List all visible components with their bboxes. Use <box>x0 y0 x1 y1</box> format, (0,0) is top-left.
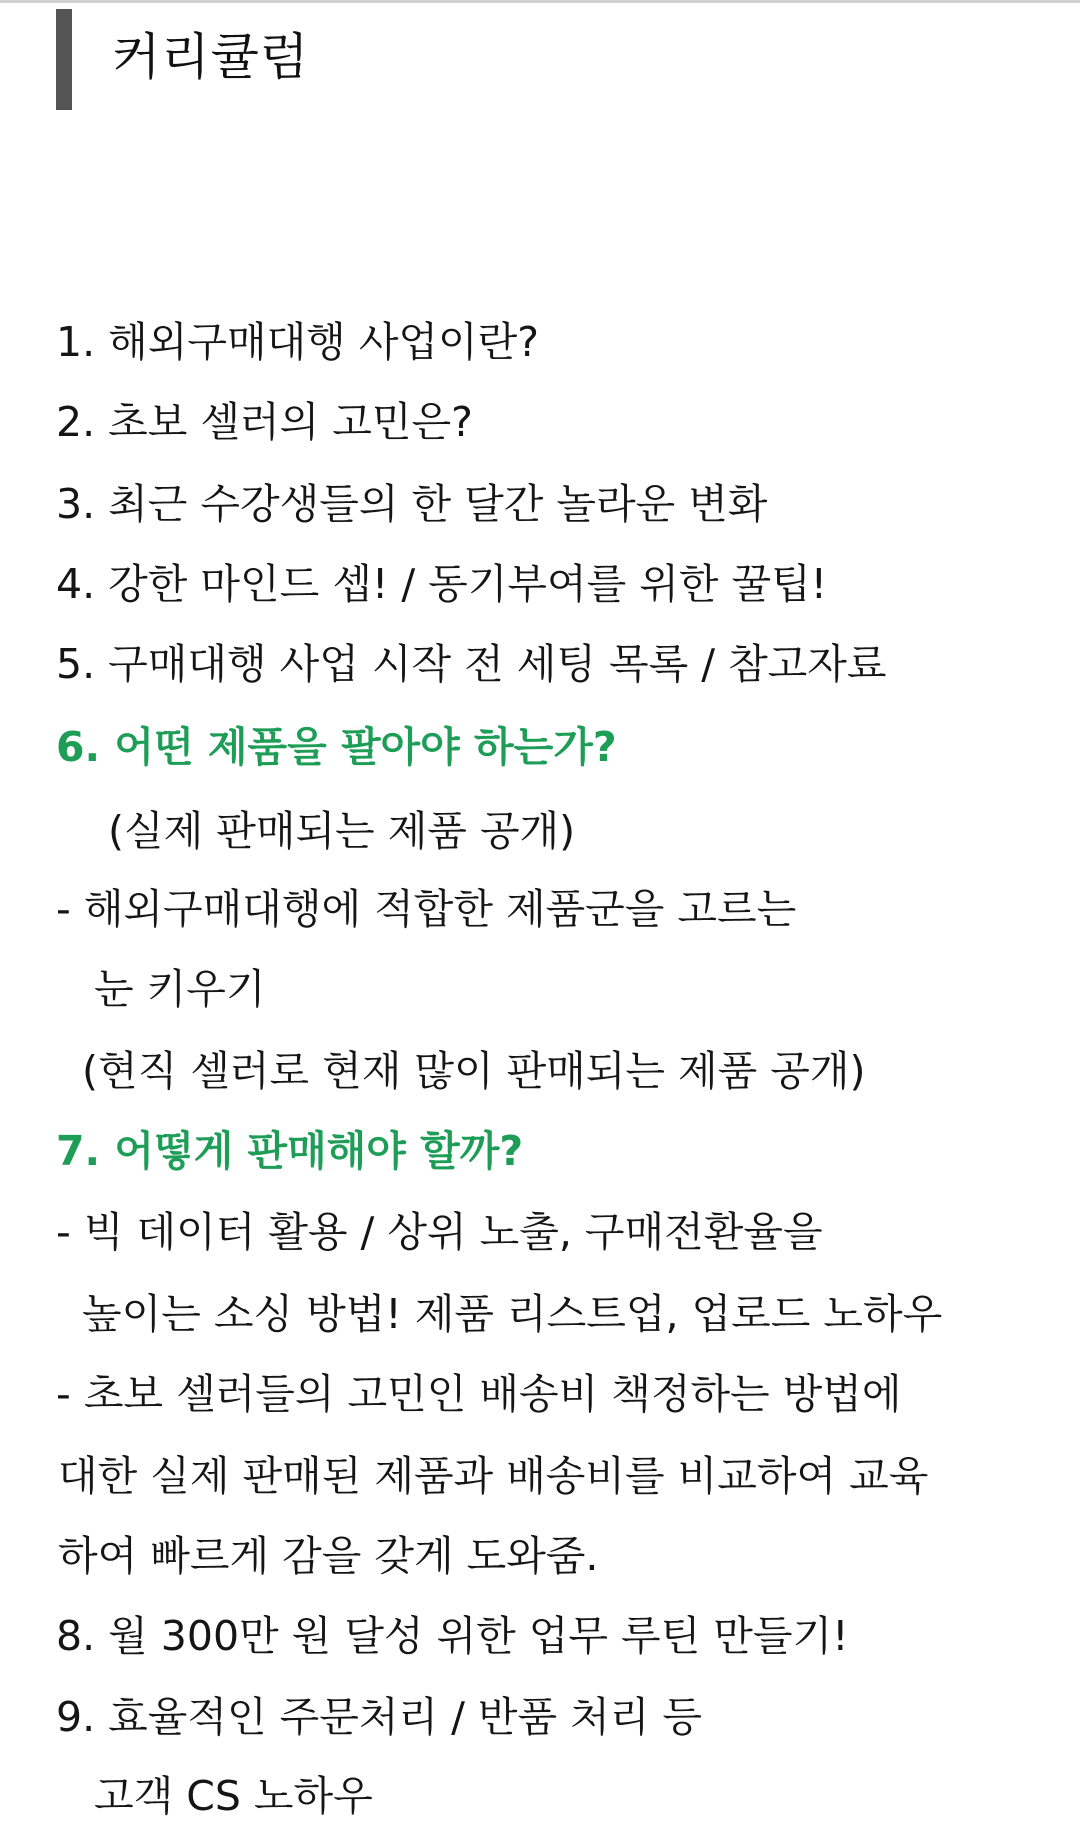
title-accent-bar <box>56 9 72 110</box>
curriculum-item-2: 2. 초보 셀러의 고민은? <box>56 398 473 446</box>
curriculum-item-7-detail-2-end: 하여 빠르게 감을 갖게 도와줌. <box>58 1532 599 1580</box>
curriculum-item-9: 9. 효율적인 주문처리 / 반품 처리 등 <box>56 1693 703 1741</box>
curriculum-item-6-note: (실제 판매되는 제품 공개) <box>108 807 576 855</box>
curriculum-item-5: 5. 구매대행 사업 시작 전 세팅 목록 / 참고자료 <box>56 640 887 688</box>
page-title: 커리큘럼 <box>112 28 310 86</box>
curriculum-item-1: 1. 해외구매대행 사업이란? <box>56 318 540 366</box>
curriculum-item-6-detail-cont: 눈 키우기 <box>94 965 266 1013</box>
curriculum-item-6-detail: - 해외구매대행에 적합한 제품군을 고르는 <box>56 885 797 933</box>
curriculum-item-4: 4. 강한 마인드 셉! / 동기부여를 위한 꿀팁! <box>56 560 828 608</box>
curriculum-item-7-detail-2: - 초보 셀러들의 고민인 배송비 책정하는 방법에 <box>56 1370 902 1418</box>
curriculum-item-3: 3. 최근 수강생들의 한 달간 놀라운 변화 <box>56 480 768 528</box>
top-divider <box>0 0 1080 3</box>
curriculum-item-7-detail-1-cont: 높이는 소싱 방법! 제품 리스트업, 업로드 노하우 <box>82 1290 943 1338</box>
curriculum-item-7-heading: 7. 어떻게 판매해야 할까? <box>56 1127 524 1175</box>
curriculum-item-7-detail-1: - 빅 데이터 활용 / 상위 노출, 구매전환율을 <box>56 1208 823 1256</box>
curriculum-item-6-heading: 6. 어떤 제품을 팔아야 하는가? <box>56 723 617 771</box>
curriculum-item-7-detail-2-cont: 대한 실제 판매된 제품과 배송비를 비교하여 교육 <box>58 1452 929 1500</box>
curriculum-item-6-note-2: (현직 셀러로 현재 많이 판매되는 제품 공개) <box>82 1047 866 1095</box>
curriculum-item-9-cont: 고객 CS 노하우 <box>94 1772 373 1820</box>
curriculum-item-8: 8. 월 300만 원 달성 위한 업무 루틴 만들기! <box>56 1612 849 1660</box>
